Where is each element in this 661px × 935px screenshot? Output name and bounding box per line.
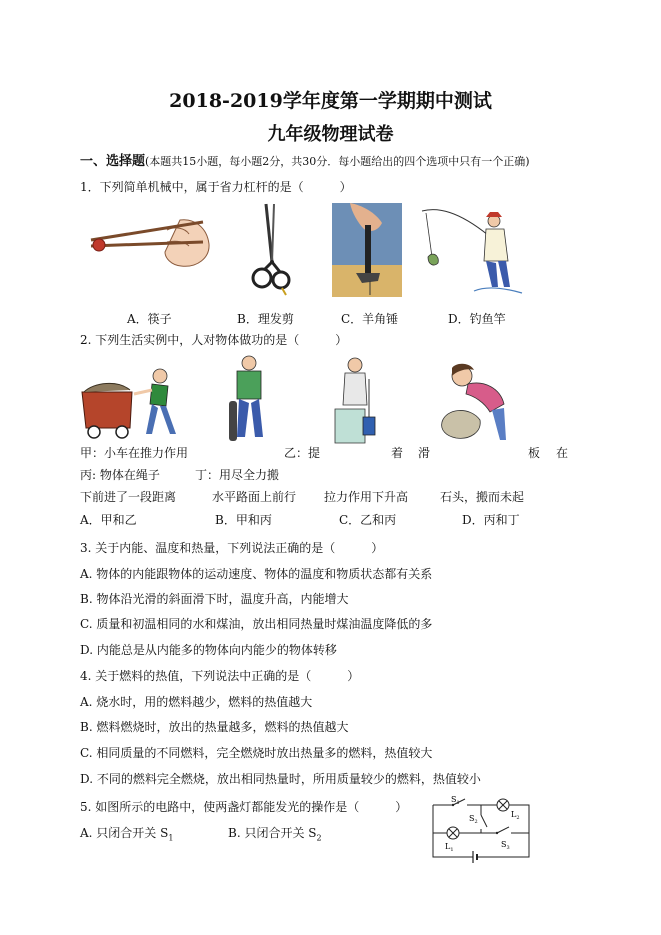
q1-option-a: A．筷子: [127, 312, 172, 326]
q4-stem: 4. 关于燃料的热值，下列说法中正确的是（ ）: [80, 669, 360, 683]
q4-option-c: C. 相同质量的不同燃料，完全燃烧时放出热量多的燃料，热值较大: [80, 746, 433, 760]
q2-option-b: B．甲和丙: [215, 513, 272, 527]
q2-caption-yi: 乙：提: [284, 446, 321, 460]
claw-hammer-image: [332, 203, 402, 297]
q3-option-b: B. 物体沿光滑的斜面滑下时，温度升高，内能增大: [80, 592, 349, 606]
q1-option-c: C．羊角锤: [341, 312, 399, 326]
q4-option-a: A. 烧水时，用的燃料越少，燃料的热值越大: [80, 695, 313, 709]
q3-option-d: D. 内能总是从内能多的物体向内能少的物体转移: [80, 643, 337, 657]
label-s1: $S_1$: [451, 795, 460, 806]
exam-subtitle: 九年级物理试卷: [267, 124, 394, 145]
q2-caption-ding: 丁：用尽全力搬: [195, 468, 280, 482]
q2-caption-bing: 丙: 物体在绳子: [80, 468, 160, 482]
q2-option-d: D．丙和丁: [462, 513, 520, 527]
q4-option-b: B. 燃料燃烧时，放出的热量越多，燃料的热值越大: [80, 720, 349, 734]
section-instruction: (本题共15小题，每小题2分，共30分．每小题给出的四个选项中只有一个正确): [145, 155, 530, 168]
exam-title: 2018-2019学年度第一学期期中测试: [169, 90, 492, 112]
q3-option-c: C. 质量和初温相同的水和煤油，放出相同热量时煤油温度降低的多: [80, 617, 433, 631]
label-l1: $L_1$: [445, 842, 454, 853]
q5-option-a-text: A. 只闭合开关 S: [80, 826, 169, 840]
q3-stem: 3. 关于内能、温度和热量，下列说法正确的是（ ）: [80, 541, 384, 555]
q1-option-b: B．理发剪: [237, 312, 294, 326]
chopsticks-hand-image: [85, 212, 215, 272]
q1-stem: 1．下列简单机械中，属于省力杠杆的是（ ）: [80, 180, 352, 194]
q2-caption-line3-c: 拉力作用下升高: [324, 490, 409, 504]
q2-caption-line3-d: 石头，搬而未起: [440, 490, 525, 504]
label-s2: $S_2$: [469, 814, 478, 825]
q2-caption-line3-b: 水平路面上前行: [212, 490, 297, 504]
lifting-stone-image: [440, 362, 520, 444]
q5-stem: 5. 如图所示的电路中，使两盏灯都能发光的操作是（ ）: [80, 800, 408, 814]
q2-caption-hua: 滑: [418, 446, 431, 460]
hair-scissors-image: [250, 202, 295, 297]
q2-stem: 2. 下列生活实例中，人对物体做功的是（ ）: [80, 333, 348, 347]
q2-caption-ban: 板: [528, 446, 541, 460]
section-heading: 一、选择题: [80, 154, 146, 169]
label-l2: $L_2$: [511, 810, 520, 821]
skateboard-boy-image: [225, 355, 275, 445]
q3-option-a: A. 物体的内能跟物体的运动速度、物体的温度和物质状态都有关系: [80, 567, 433, 581]
q5-option-a: [80, 826, 173, 845]
q2-caption-zhe: 着: [391, 446, 404, 460]
q5-option-b: [228, 826, 322, 845]
q1-option-d: D．钓鱼竿: [448, 312, 506, 326]
q2-caption-jia: 甲：小车在推力作用: [80, 446, 189, 460]
q5-option-b-text: B. 只闭合开关 S: [228, 826, 317, 840]
section-heading-row: [80, 154, 530, 169]
q2-option-a: A．甲和乙: [80, 513, 137, 527]
circuit-diagram: [425, 795, 535, 865]
rope-lift-image: [335, 355, 385, 445]
q4-option-d: D. 不同的燃料完全燃烧，放出相同热量时，所用质量较少的燃料，热值较小: [80, 772, 481, 786]
q5-option-a-sub: 1: [168, 833, 174, 843]
q5-option-b-sub: 2: [316, 833, 322, 843]
q2-caption-zai: 在: [556, 446, 569, 460]
fishing-man-image: [418, 205, 526, 297]
q2-option-c: C．乙和丙: [339, 513, 397, 527]
label-s3: $S_3$: [501, 840, 510, 851]
pushing-cart-image: [80, 360, 185, 440]
q2-caption-line3-a: 下前进了一段距离: [80, 490, 177, 504]
